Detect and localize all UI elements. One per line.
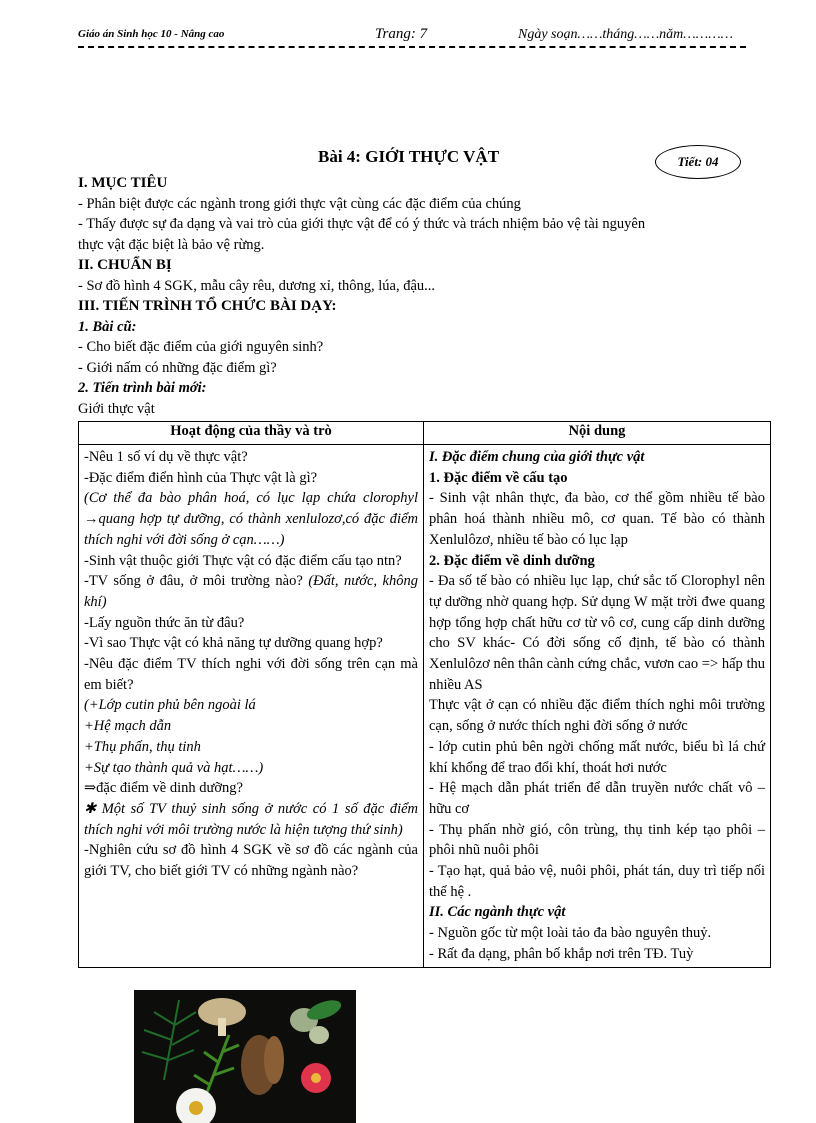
- section-heading: III. TIẾN TRÌNH TỔ CHỨC BÀI DẠY:: [78, 298, 337, 314]
- right-text: II. Các ngành thực vật: [429, 904, 566, 921]
- right-paragraph: [429, 923, 765, 944]
- right-text: 2. Đặc điểm về dinh dưỡng: [429, 552, 595, 569]
- right-paragraph: [429, 944, 765, 965]
- right-text: I. Đặc điểm chung của giới thực vật: [429, 449, 645, 465]
- right-text: - Đa số tế bào có nhiều lục lạp, chứ sắc tố Clorophyl nên tự dưỡng nhờ quang hợp. Sử dụng W mặt trời đwe quang hợp tổng hợp chất hữu cơ từ vô cơ, cung cấp dinh dưỡng cho SV khác- Có đời sống cố định, tế bào có thành Xenlulôzơ nên thân cành cứng chắc, vươn cao => hấp thu nhiều AS: [429, 573, 765, 693]
- right-text: - Hệ mạch dẫn phát triển để dẫn truyền nước chất vô – hữu cơ: [429, 780, 765, 817]
- right-text: - lớp cutin phủ bên ngời chống mất nước, biểu bì lá chứ khí khổng để trao đổi khí, thoát hơi nước: [429, 738, 765, 776]
- right-paragraph: [429, 737, 765, 778]
- left-text: -Nghiên cứu sơ đồ hình 4 SGK về sơ đồ các ngành của giới TV, cho biết giới TV có những ngành nào?: [84, 842, 418, 880]
- section-heading: II. CHUẨN BỊ: [78, 257, 172, 273]
- body-line: - Thấy được sự đa dạng và vai trò của giới thực vật để có ý thức và trách nhiệm bảo vệ tài nguyên: [78, 216, 646, 232]
- left-paragraph: [84, 695, 418, 716]
- header-doc-title: Giáo án Sinh học 10 - Nâng cao: [78, 28, 225, 40]
- body-line: Giới thực vật: [78, 400, 155, 417]
- left-text: ✱ Một số TV thuỷ sinh sống ở nước có 1 số đặc điểm thích nghi với môi trường nước là hiện tượng thứ sinh): [84, 800, 418, 838]
- section-heading: I. MỤC TIÊU: [78, 175, 168, 191]
- left-paragraph: [84, 488, 418, 550]
- left-paragraph: [84, 654, 418, 695]
- left-paragraph: [84, 758, 418, 779]
- lesson-table: [78, 421, 771, 968]
- left-paragraph: [84, 468, 418, 489]
- intro-section: [78, 173, 764, 419]
- left-paragraph: [84, 799, 418, 840]
- right-text: - Thụ phấn nhờ gió, côn trùng, thụ tinh kép tạo phôi – phôi nhũ nuôi phôi: [429, 821, 765, 859]
- right-paragraph: [429, 778, 765, 819]
- right-paragraph: [429, 861, 765, 902]
- right-text: - Rất đa dạng, phân bố khắp nơi trên TĐ. Tuỳ: [429, 945, 694, 962]
- subsection-heading: 1. Bài cũ:: [78, 318, 137, 335]
- left-text: (+Lớp cutin phủ bên ngoài lá: [84, 697, 256, 714]
- left-text: -Vì sao Thực vật có khả năng tự dưỡng quang hợp?: [84, 635, 383, 652]
- header-page-number: Trang: 7: [375, 26, 428, 42]
- plant-collage-image: [134, 990, 356, 1123]
- body-line: - Phân biệt được các ngành trong giới thực vật cùng các đặc điểm của chúng: [78, 195, 521, 212]
- left-italic-note: (Đất, nước, không khí): [84, 573, 418, 610]
- left-text: +Hệ mạch dẫn: [84, 718, 172, 735]
- right-text: Thực vật ở cạn có nhiều đặc điểm thích nghi môi trường cạn, sống ở nước thích nghi đời sống ở nước: [429, 697, 765, 735]
- body-line: - Cho biết đặc điểm của giới nguyên sinh?: [78, 339, 324, 355]
- left-text: (Cơ thể đa bào phân hoá, có lục lạp chứa clorophyl →quang hợp tự dưỡng, có thành xenlulozơ,có đặc điểm thích nghi với đời sống ở cạn……): [84, 490, 418, 548]
- header-divider: [78, 46, 746, 48]
- column-header-activities: Hoạt động của thầy và trò: [79, 422, 424, 445]
- left-paragraph: [84, 613, 418, 634]
- page-header: [78, 26, 748, 48]
- left-paragraph: [84, 737, 418, 758]
- right-paragraph: [429, 571, 765, 695]
- right-text: - Tạo hạt, quả bảo vệ, nuôi phôi, phát tán, duy trì tiếp nối thế hệ .: [429, 863, 765, 900]
- left-paragraph: [84, 571, 418, 612]
- activities-cell: [79, 445, 424, 968]
- body-line: - Sơ đồ hình 4 SGK, mẫu cây rêu, dương xỉ, thông, lúa, đậu...: [78, 277, 436, 294]
- right-paragraph: [429, 447, 765, 468]
- left-paragraph: [84, 551, 418, 572]
- left-text: -Đặc điểm điển hình của Thực vật là gì?: [84, 469, 318, 486]
- body-line: - Giới nấm có những đặc điểm gì?: [78, 359, 277, 376]
- left-text: ⇒đặc điểm về dinh dưỡng?: [84, 780, 243, 797]
- body-line: thực vật đặc biệt là bảo vệ rừng.: [78, 236, 265, 253]
- right-text: 1. Đặc điểm về cấu tạo: [429, 469, 568, 486]
- left-text: +Sự tạo thành quả và hạt……): [84, 759, 264, 776]
- left-text: -TV sống ở đâu, ở môi trường nào?: [84, 573, 309, 590]
- left-text: -Lấy nguồn thức ăn từ đâu?: [84, 614, 245, 631]
- right-paragraph: [429, 695, 765, 736]
- right-paragraph: [429, 468, 765, 489]
- left-text: -Sinh vật thuộc giới Thực vật có đặc điểm cấu tạo ntn?: [84, 552, 402, 569]
- right-text: - Sinh vật nhân thực, đa bào, cơ thể gồm nhiều tế bào phân hoá thành nhiều mô, cơ quan. Tế bào có thành Xenlulôzơ, nhiều tế bào có lục lạp: [429, 490, 765, 548]
- period-badge: Tiết: 04: [655, 145, 741, 179]
- header-date: Ngày soạn……tháng……năm…………: [518, 27, 734, 42]
- right-paragraph: [429, 488, 765, 550]
- left-paragraph: [84, 840, 418, 881]
- seed-pod-small: [309, 1026, 329, 1044]
- left-text: +Thụ phấn, thụ tinh: [84, 738, 201, 755]
- plant-collage-drawing: [134, 990, 356, 1123]
- left-paragraph: [84, 716, 418, 737]
- column-header-content: Nội dung: [424, 422, 771, 445]
- left-text: -Nêu 1 số ví dụ về thực vật?: [84, 449, 248, 465]
- content-cell: [424, 445, 771, 968]
- right-paragraph: [429, 902, 765, 923]
- lesson-title: Bài 4: GIỚI THỰC VẬT: [318, 147, 500, 166]
- mushroom-stem: [218, 1018, 226, 1036]
- left-paragraph: [84, 778, 418, 799]
- right-text: - Nguồn gốc từ một loài tảo đa bào nguyên thuỷ.: [429, 925, 712, 942]
- subsection-heading: 2. Tiến trình bài mới:: [78, 380, 207, 396]
- right-paragraph: [429, 551, 765, 572]
- left-paragraph: [84, 447, 418, 468]
- left-paragraph: [84, 633, 418, 654]
- left-text: -Nêu đặc điểm TV thích nghi với đời sống trên cạn mà em biết?: [84, 656, 418, 693]
- right-paragraph: [429, 820, 765, 861]
